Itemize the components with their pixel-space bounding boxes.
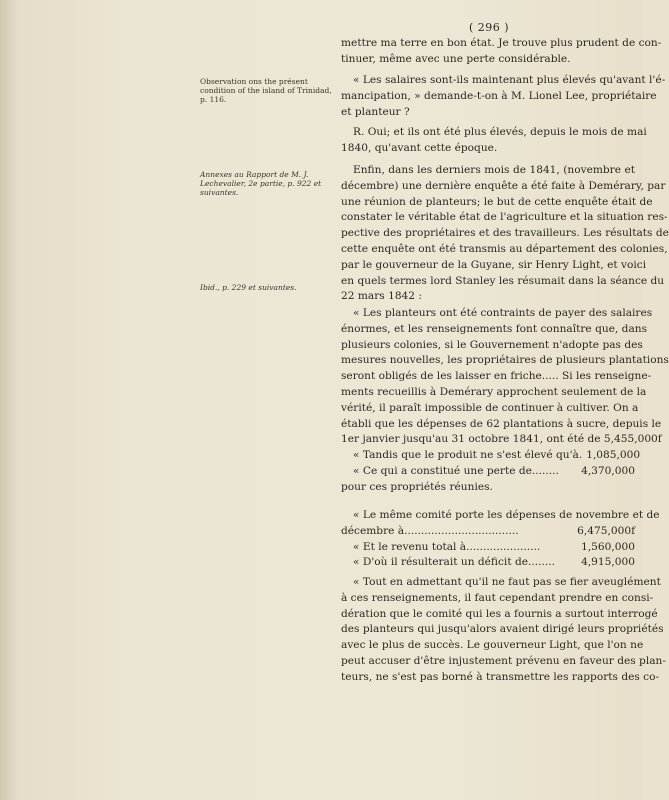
body-text-block-7 [341, 575, 666, 686]
margin-note-ibid: Ibid., p. 229 et suivantes. [200, 283, 297, 292]
body-text-block-5 [341, 306, 669, 496]
text-line: « Le même comité porte les dépenses de novembre et de [353, 509, 660, 521]
text-line: vérité, il paraît impossible de continuer à cultiver. On a [341, 401, 639, 414]
text-line: à ces renseignements, il faut cependant prendre en consi- [341, 591, 654, 604]
page-number: ( 296 ) [469, 21, 510, 34]
ledger-row [341, 464, 635, 480]
ledger-label: « Tandis que le produit ne s'est élevé qu'à. [353, 449, 583, 462]
body-text-block-4 [341, 163, 669, 305]
ledger-label: décembre à.................................. [341, 524, 519, 537]
ledger-amount: 1,560,000 [581, 540, 635, 553]
ledger-amount: 1,085,000 [586, 449, 641, 462]
ledger-row [341, 524, 635, 540]
margin-note-annexes: Annexes au Rapport de M. J. Lechevalier, 2e partie, p. 922 et suivantes. [200, 170, 322, 197]
ledger-label: « Et le revenu total à...................... [353, 540, 541, 553]
text-line: mesures nouvelles, les propriétaires de plusieurs plantations [341, 354, 669, 367]
text-line: peut accuser d'être injustement prévenu en faveur des plan- [341, 654, 666, 667]
text-line: en quels termes lord Stanley les résumait dans la séance du [341, 274, 665, 287]
text-line: R. Oui; et ils ont été plus élevés, depuis le mois de mai [353, 126, 647, 138]
text-line: plusieurs colonies, si le Gouvernement n'adopte pas des [341, 338, 643, 351]
ledger-row [341, 448, 641, 464]
text-line: seront obligés de les laisser en friche..... Si les renseigne- [341, 370, 652, 383]
text-line: constater le véritable état de l'agriculture et la situation res- [341, 211, 668, 224]
ledger-amount: 6,475,000f [577, 524, 635, 537]
text-line: pective des propriétaires et des travailleurs. Les résultats de [341, 227, 669, 240]
text-line: 22 mars 1842 : [341, 290, 422, 303]
text-line: une réunion de planteurs; le but de cette enquête était de [341, 195, 653, 208]
ledger-amount: 4,370,000 [581, 464, 635, 477]
body-text-block-1 [341, 36, 662, 68]
text-line: teurs, ne s'est pas borné à transmettre les rapports des co- [341, 670, 660, 683]
body-text-block-3 [341, 125, 647, 157]
text-line: mancipation, » demande-t-on à M. Lionel Lee, propriétaire [341, 89, 657, 102]
text-line: établi que les dépenses de 62 plantations à sucre, depuis le [341, 417, 662, 430]
text-line: décembre) une dernière enquête a été faite à Demérary, par [341, 179, 666, 192]
text-line: énormes, et les renseignements font connaître que, dans [341, 322, 648, 335]
text-line: Enfin, dans les derniers mois de 1841, (novembre et [353, 164, 635, 176]
text-line: ments recueillis à Demérary approchent seulement de la [341, 385, 647, 398]
text-line: cette enquête ont été transmis au département des colonies, [341, 242, 668, 255]
text-line: mettre ma terre en bon état. Je trouve plus prudent de con- [341, 37, 662, 49]
margin-note-trinidad: Observation ons the présent condition of the island of Trinidad, p. 116. [200, 77, 332, 104]
ledger-row [341, 555, 635, 571]
text-line: « Les salaires sont-ils maintenant plus élevés qu'avant l'é- [353, 74, 666, 86]
ledger-label: « D'où il résulterait un déficit de........ [353, 556, 555, 569]
body-text-block-6 [341, 508, 660, 571]
ledger-label: « Ce qui a constitué une perte de........ [353, 464, 559, 477]
text-line: et planteur ? [341, 105, 410, 118]
text-line: « Les planteurs ont été contraints de payer des salaires [353, 307, 653, 319]
body-text-block-2 [341, 73, 666, 120]
text-line: tinuer, même avec une perte considérable. [341, 52, 571, 65]
text-line: pour ces propriétés réunies. [341, 480, 493, 493]
ledger-amount: 4,915,000 [581, 556, 635, 569]
text-line: des planteurs qui jusqu'alors avaient dirigé leurs propriétés [341, 623, 664, 636]
text-line: dération que le comité qui les a fournis a surtout interrogé [341, 607, 658, 620]
page-fold-shadow [0, 0, 18, 800]
text-line: avec le plus de succès. Le gouverneur Light, que l'on ne [341, 639, 644, 652]
text-line: 1er janvier jusqu'au 31 octobre 1841, ont été de 5,455,000f [341, 433, 662, 446]
ledger-row [341, 540, 635, 556]
text-line: 1840, qu'avant cette époque. [341, 141, 498, 154]
text-line: « Tout en admettant qu'il ne faut pas se fier aveuglément [353, 576, 661, 588]
text-line: par le gouverneur de la Guyane, sir Henry Light, et voici [341, 258, 647, 271]
